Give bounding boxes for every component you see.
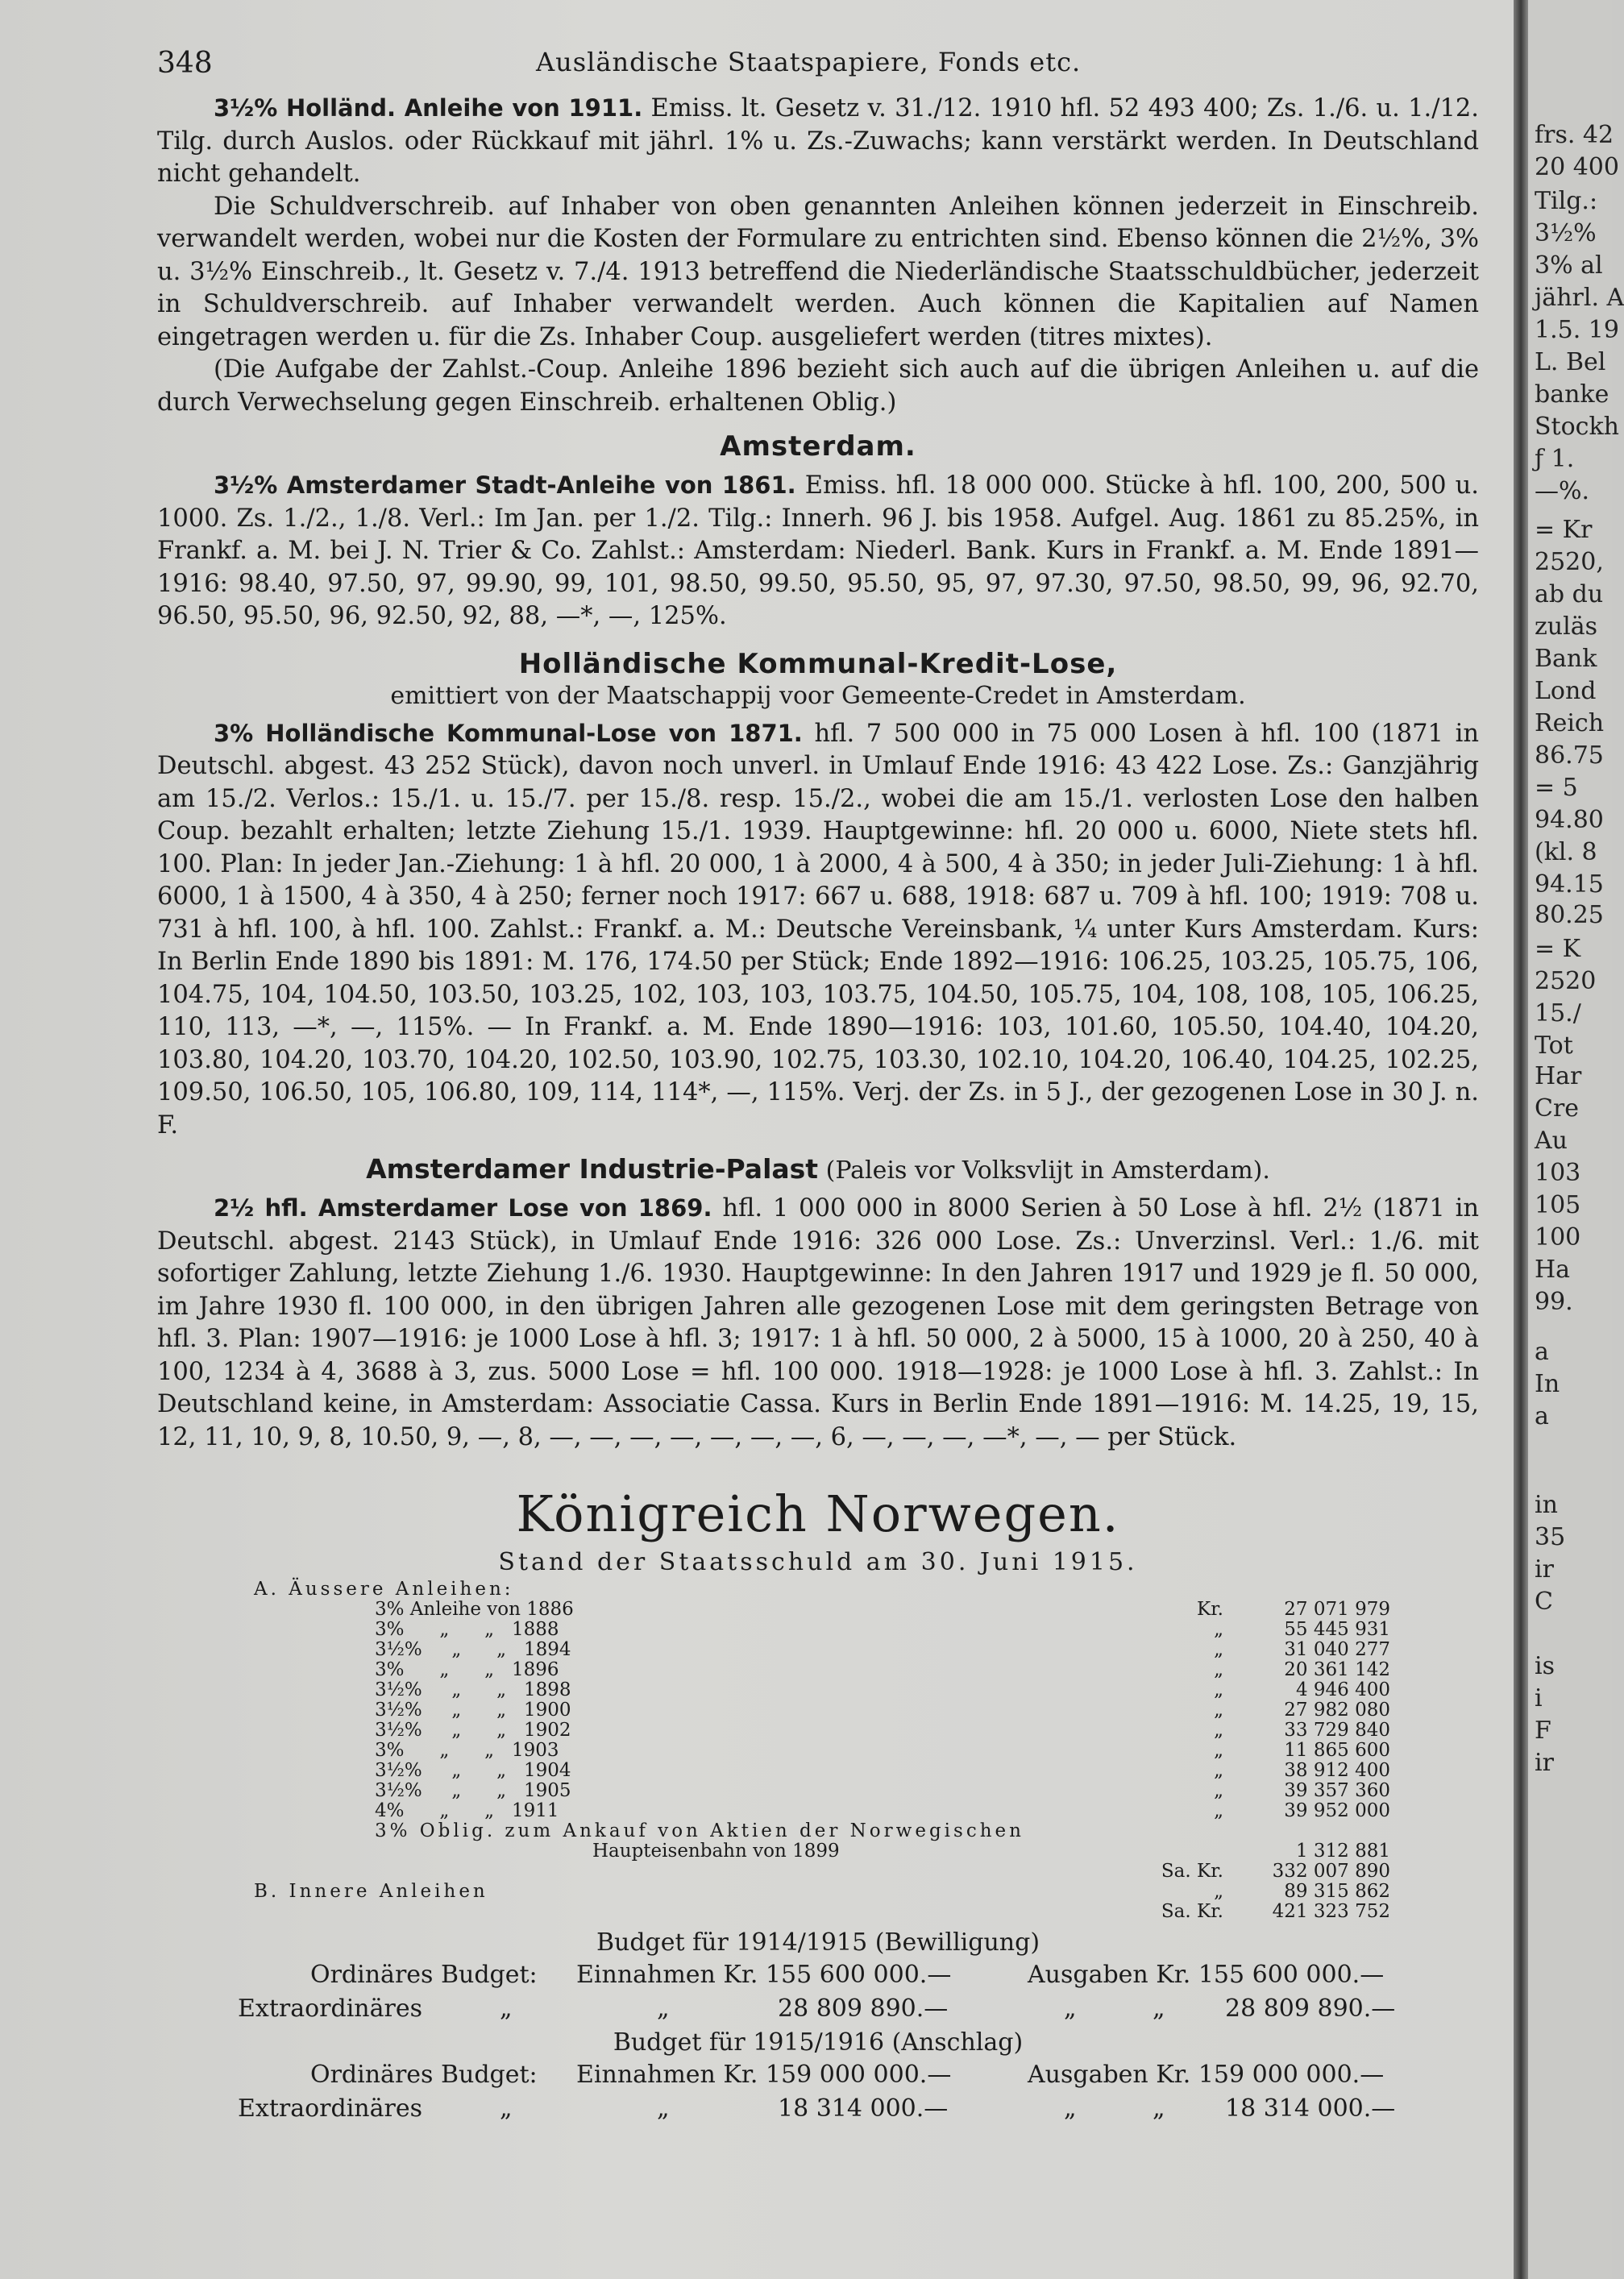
total-row: [254, 1902, 1414, 1922]
heading-amsterdam: Amsterdam.: [720, 430, 916, 463]
loan-amount: 27 071 979: [1284, 1599, 1390, 1620]
loan-label: 3½% „ „ 1904: [375, 1760, 571, 1781]
ditto-mark: „: [1153, 1995, 1165, 2023]
loan-row: [254, 1741, 1414, 1761]
adjacent-page-text: C: [1535, 1588, 1553, 1616]
oblig-row-2: [254, 1841, 1414, 1862]
entry-hollaend-1911: [157, 92, 1479, 191]
adjacent-page-text: 15./: [1535, 999, 1581, 1027]
budget1-extra-row: [157, 1993, 1479, 2027]
adjacent-page-text: 94.15: [1535, 870, 1604, 899]
adjacent-page-text: zuläs: [1535, 612, 1598, 641]
adjacent-page-text: —%.: [1535, 477, 1590, 505]
loan-amount: 11 865 600: [1284, 1740, 1390, 1761]
entry-title: 2½ hfl. Amsterdamer Lose von 1869.: [214, 1194, 712, 1222]
adjacent-page-text: 1.5. 19: [1535, 316, 1619, 344]
loan-label: 3% Anleihe von 1886: [375, 1599, 574, 1620]
debt-table: [254, 1580, 1414, 1922]
oblig-row-1: [254, 1821, 1414, 1841]
entry-body: Emiss. hfl. 18 000 000. Stücke à hfl. 100, 200, 500 u. 1000. Zs. 1./2., 1./8. Verl.: Im Jan. per 1./2. Tilg.: Innerh. 96 J. bis 1958. Aufgel. Aug. 1861 zu 85.25%, in Frankf. a. M. bei J. N. Trier & Co. Zahlst.: Amsterdam: Niederl. Bank. Kurs in Frankf. a. M. Ende 1891—1916: 98.40, 97.50, 97, 99.90, 99, 101, 98.50, 99.50, 95.50, 95, 97, 97.30, 97.50, 98.50, 99, 96, 92.70, 96.50, 95.50, 96, 92.50, 92, 88, —*, —, 125%.: [157, 471, 1479, 630]
section-b-label: B. Innere Anleihen: [254, 1881, 488, 1902]
sum-a-row: [254, 1862, 1414, 1882]
loan-row: [254, 1620, 1414, 1640]
loan-currency: „: [1214, 1639, 1223, 1660]
loan-label: 3½% „ „ 1894: [375, 1639, 571, 1660]
heading-industrie: [157, 1153, 1479, 1187]
loan-currency: „: [1214, 1619, 1223, 1640]
adjacent-page-text: ir: [1535, 1555, 1554, 1584]
adjacent-page-text: 20 400: [1535, 153, 1619, 181]
entry-title: 3½% Holländ. Anleihe von 1911.: [214, 94, 643, 122]
adjacent-page-text: = K: [1535, 935, 1581, 963]
section-a-label: A. Äussere Anleihen:: [254, 1579, 514, 1600]
entry-body: hfl. 7 500 000 in 75 000 Losen à hfl. 100 (1871 in Deutschl. abgest. 43 252 Stück), davon noch unverl. in Umlauf Ende 1916: 43 422 Lose. Zs.: Ganzjährig am 15./2. Verlos.: 15./1. u. 15./7. per 15./8. resp. 15./2., wobei die am 15./1. verlosten Lose den halben Coup. bezahlt erhalten; letzte Ziehung 15./1. 1939. Hauptgewinne: hfl. 20 000 u. 6000, Niete stets hfl. 100. Plan: In jeder Jan.-Ziehung: 1 à hfl. 20 000, 1 à 2000, 4 à 500, 4 à 350; in jeder Juli-Ziehung: 1 à hfl. 6000, 1 à 1500, 4 à 350, 4 à 250; ferner noch 1917: 667 u. 688, 1918: 687 u. 709 à hfl. 100; 1919: 708 u. 731 à hfl. 100, à hfl. 100. Zahlst.: Frankf. a. M.: Deutsche Vereinsbank, ¼ unter Kurs Amsterdam. Kurs: In Berlin Ende 1890 bis 1891: M. 176, 174.50 per Stück; Ende 1892—1916: 106.25, 103.25, 105.75, 106, 104.75, 104, 104.50, 103.50, 103.25, 102, 103, 103, 103.75, 104.50, 105.75, 104, 108, 108, 105, 106.25, 110, 113, —*, —, 115%. — In Frankf. a. M. Ende 1890—1916: 103, 101.60, 105.50, 104.40, 104.20, 103.80, 104.20, 103.70, 104.20, 102.50, 103.90, 102.75, 103.30, 102.10, 104.20, 106.40, 104.25, 102.25, 109.50, 106.50, 105, 106.80, 109, 114, 114*, —, 115%. Verj. der Zs. in 5 J., der gezogenen Lose in 30 J. n. F.: [157, 719, 1479, 1140]
loan-label: 3½% „ „ 1898: [375, 1679, 571, 1700]
adjacent-page-text: Cre: [1535, 1094, 1580, 1123]
heading-industrie-suffix: (Paleis vor Volksvlijt in Amsterdam).: [825, 1156, 1270, 1185]
adjacent-page-text: Bank: [1535, 645, 1597, 673]
loan-amount: 39 357 360: [1284, 1780, 1390, 1801]
page-header: [157, 40, 1479, 92]
ditto-mark: „: [500, 1995, 513, 2023]
adjacent-page-text: ir: [1535, 1749, 1554, 1777]
adjacent-page-text: 2520,: [1535, 548, 1604, 576]
loan-row: [254, 1680, 1414, 1700]
budget1-title: Budget für 1914/1915 (Bewilligung): [596, 1928, 1040, 1957]
adjacent-page-text: 2520: [1535, 967, 1597, 995]
loan-amount: 33 729 840: [1284, 1720, 1390, 1741]
loan-row: [254, 1640, 1414, 1660]
adjacent-page-text: jährl. A: [1535, 284, 1624, 312]
budget-label: Ordinäres Budget:: [310, 1961, 538, 1989]
loan-amount: 4 946 400: [1295, 1679, 1390, 1700]
paragraph-zahlst-note: (Die Aufgabe der Zahlst.-Coup. Anleihe 1896 bezieht sich auch auf die übrigen Anleihen u. auf die durch Verwechselung gegen Einschreib. erhaltenen Oblig.): [157, 355, 1479, 417]
budget-label: Extraordinäres: [238, 1995, 422, 2023]
adjacent-page-text: ƒ 1.: [1535, 445, 1575, 473]
empty-cell: [254, 1902, 1153, 1922]
section-b-row: [254, 1882, 1414, 1902]
loan-currency: „: [1214, 1679, 1223, 1700]
loan-amount: 31 040 277: [1284, 1639, 1390, 1660]
loan-row: [254, 1600, 1414, 1620]
loan-currency: „: [1214, 1780, 1223, 1801]
adjacent-page-text: Ha: [1535, 1256, 1571, 1284]
budget-expenses: Ausgaben Kr. 155 600 000.—: [1028, 1961, 1385, 1989]
loan-row: [254, 1660, 1414, 1680]
empty-cell: [1243, 1821, 1414, 1841]
adjacent-page-text: 103: [1535, 1159, 1581, 1187]
oblig-label: 3% Oblig. zum Ankauf von Aktien der Norwegischen: [375, 1820, 1024, 1841]
page-number: 348: [157, 47, 213, 80]
adjacent-page-text: 80.25: [1535, 901, 1604, 929]
loan-currency: „: [1214, 1760, 1223, 1781]
loan-currency: Kr.: [1197, 1599, 1223, 1620]
budget-label: Ordinäres Budget:: [310, 2061, 538, 2089]
ditto-mark: „: [1064, 1995, 1077, 2023]
adjacent-page-text: Tot: [1535, 1032, 1573, 1060]
adjacent-page-edge: [1528, 0, 1624, 2279]
page-content: [157, 40, 1479, 2127]
inner-currency: „: [1214, 1881, 1223, 1902]
budget-income: 18 314 000.—: [778, 2094, 949, 2123]
budget-expenses: Ausgaben Kr. 159 000 000.—: [1028, 2061, 1385, 2089]
loan-currency: „: [1214, 1659, 1223, 1680]
adjacent-page-text: in: [1535, 1491, 1558, 1519]
heading-kommunal: Holländische Kommunal-Kredit-Lose,: [518, 647, 1118, 680]
loan-label: 4% „ „ 1911: [375, 1800, 559, 1821]
budget-income: Einnahmen Kr. 159 000 000.—: [576, 2061, 952, 2089]
loan-label: 3% „ „ 1903: [375, 1740, 559, 1761]
adjacent-page-text: Har: [1535, 1062, 1582, 1090]
empty-cell: [1153, 1821, 1243, 1841]
adjacent-page-text: a: [1535, 1338, 1549, 1366]
loan-amount: 20 361 142: [1284, 1659, 1390, 1680]
loan-currency: „: [1214, 1800, 1223, 1821]
budget-expenses: 28 809 890.—: [1225, 1995, 1396, 2023]
adjacent-page-text: is: [1535, 1652, 1555, 1680]
adjacent-page-text: Tilg.:: [1535, 187, 1598, 215]
adjacent-page-text: Reich: [1535, 709, 1605, 737]
adjacent-page-text: Stockh: [1535, 413, 1619, 441]
adjacent-page-text: (kl. 8: [1535, 838, 1597, 866]
country-title: Königreich Norwegen.: [516, 1484, 1120, 1543]
adjacent-page-text: i: [1535, 1684, 1543, 1712]
loan-amount: 39 952 000: [1284, 1800, 1390, 1821]
adjacent-page-text: = 5: [1535, 774, 1578, 802]
ditto-mark: „: [657, 1995, 670, 2023]
sum-amount: 332 007 890: [1272, 1861, 1390, 1882]
adjacent-page-text: F: [1535, 1717, 1551, 1745]
entry-body: hfl. 1 000 000 in 8000 Serien à 50 Lose à hfl. 2½ (1871 in Deutschl. abgest. 2143 Stück), in Umlauf Ende 1916: 326 000 Lose. Zs.: Unverzinsl. Verl.: 1./6. mit sofortiger Zahlung, letzte Ziehung 1./6. 1930. Hauptgewinne: In den Jahren 1917 und 1929 je fl. 50 000, im Jahre 1930 fl. 100 000, in den übrigen Jahren alle gezogenen Lose mit dem geringsten Betrage von hfl. 3. Plan: 1907—1916: je 1000 Lose à hfl. 3; 1917: 1 à hfl. 50 000, 2 à 5000, 15 à 1000, 20 à 250, 40 à 100, 1234 à 4, 3688 à 3, zus. 5000 Lose = hfl. 100 000. 1918—1928: je 1000 Lose à hfl. 3. Zahlst.: In Deutschland keine, in Amsterdam: Associatie Cassa. Kurs in Berlin Ende 1891—1916: M. 14.25, 19, 15, 12, 11, 10, 9, 8, 10.50, 9, —, 8, —, —, —, —, —, —, —, 6, —, —, —, —*, —, — per Stück.: [157, 1194, 1479, 1451]
loan-row: [254, 1700, 1414, 1721]
adjacent-page-text: Au: [1535, 1127, 1568, 1155]
oblig-amount: 1 312 881: [1295, 1841, 1390, 1862]
loan-label: 3% „ „ 1888: [375, 1619, 559, 1640]
ditto-mark: „: [1064, 2094, 1077, 2123]
adjacent-page-text: 100: [1535, 1223, 1581, 1252]
ditto-mark: „: [500, 2094, 513, 2123]
running-title: Ausländische Staatspapiere, Fonds etc.: [536, 47, 1082, 77]
paragraph-schuldverschreib: Die Schuldverschreib. auf Inhaber von oben genannten Anleihen können jederzeit in Einschreib. verwandelt werden, wobei nur die Kosten der Formulare zu entrichten sind. Ebenso können die 2½%, 3% u. 3½% Einschreib., lt. Gesetz v. 7./4. 1913 betreffend die Niederländische Staatsschuldbücher, jederzeit in Schuldverschreib. auf Inhaber verwandelt werden. Auch können die Kapitalien auf Namen eingetragen werden u. für die Zs. Inhaber Coup. ausgeliefert werden (titres mixtes).: [157, 192, 1479, 351]
adjacent-page-text: banke: [1535, 380, 1609, 409]
loan-row: [254, 1781, 1414, 1801]
adjacent-page-text: 94.80: [1535, 806, 1604, 834]
loan-currency: „: [1214, 1700, 1223, 1721]
adjacent-page-text: frs. 42: [1535, 121, 1614, 149]
loan-label: 3½% „ „ 1900: [375, 1700, 571, 1721]
ditto-mark: „: [657, 2094, 670, 2123]
entry-title: 3½% Amsterdamer Stadt-Anleihe von 1861.: [214, 471, 796, 499]
sum-label: Sa. Kr.: [1161, 1861, 1223, 1882]
budget-label: Extraordinäres: [238, 2094, 422, 2123]
adjacent-page-text: 3½%: [1535, 219, 1597, 247]
budget1-ordinary-row: [157, 1959, 1479, 1993]
loan-label: 3% „ „ 1896: [375, 1659, 559, 1680]
debt-status-heading: Stand der Staatsschuld am 30. Juni 1915.: [498, 1548, 1138, 1576]
adjacent-page-text: Lond: [1535, 677, 1597, 705]
heading-industrie-title: Amsterdamer Industrie-Palast: [366, 1153, 819, 1185]
budget-section: [157, 1927, 1479, 2127]
entry-amsterdam-1861: [157, 469, 1479, 633]
adjacent-page-text: 35: [1535, 1523, 1566, 1551]
budget2-ordinary-row: [157, 2059, 1479, 2093]
loan-row: [254, 1721, 1414, 1741]
adjacent-page-text: a: [1535, 1402, 1549, 1430]
loan-label: 3½% „ „ 1905: [375, 1780, 571, 1801]
empty-cell: [254, 1862, 1153, 1882]
inner-amount: 89 315 862: [1284, 1881, 1390, 1902]
loan-row: [254, 1801, 1414, 1821]
adjacent-page-text: 86.75: [1535, 741, 1604, 770]
budget-income: 28 809 890.—: [778, 1995, 949, 2023]
loan-amount: 55 445 931: [1284, 1619, 1390, 1640]
loan-label: 3½% „ „ 1902: [375, 1720, 571, 1741]
total-amount: 421 323 752: [1272, 1901, 1390, 1922]
budget-expenses: 18 314 000.—: [1225, 2094, 1396, 2123]
oblig-label-cont: Haupteisenbahn von 1899: [592, 1841, 840, 1862]
section-a-row: [254, 1580, 1414, 1600]
subheading-kommunal: emittiert von der Maatschappij voor Gemeente-Credet in Amsterdam.: [390, 681, 1246, 710]
entry-amsterdam-lose-1869: [157, 1192, 1479, 1454]
empty-cell: [1153, 1841, 1243, 1862]
loan-currency: „: [1214, 1740, 1223, 1761]
entry-body: Emiss. lt. Gesetz v. 31./12. 1910 hfl. 52 493 400; Zs. 1./6. u. 1./12. Tilg. durch Auslos. oder Rückkauf mit jährl. 1% u. Zs.-Zuwachs; kann verstärkt werden. In Deutschland nicht gehandelt.: [157, 94, 1479, 188]
loan-currency: „: [1214, 1720, 1223, 1741]
adjacent-page-text: 105: [1535, 1191, 1581, 1219]
loan-amount: 27 982 080: [1284, 1700, 1390, 1721]
budget2-title: Budget für 1915/1916 (Anschlag): [613, 2028, 1024, 2057]
budget-income: Einnahmen Kr. 155 600 000.—: [576, 1961, 952, 1989]
entry-kommunal-1871: [157, 717, 1479, 1143]
adjacent-page-text: In: [1535, 1370, 1560, 1398]
total-label: Sa. Kr.: [1161, 1901, 1223, 1922]
loan-amount: 38 912 400: [1284, 1760, 1390, 1781]
budget2-extra-row: [157, 2093, 1479, 2127]
adjacent-page-text: = Kr: [1535, 516, 1593, 544]
adjacent-page-text: L. Bel: [1535, 348, 1606, 376]
adjacent-page-text: ab du: [1535, 580, 1604, 608]
adjacent-page-text: 99.: [1535, 1288, 1573, 1316]
book-gutter: [1514, 0, 1528, 2279]
loan-row: [254, 1761, 1414, 1781]
ditto-mark: „: [1153, 2094, 1165, 2123]
adjacent-page-text: 3% al: [1535, 251, 1603, 280]
entry-title: 3% Holländische Kommunal-Lose von 1871.: [214, 719, 803, 747]
